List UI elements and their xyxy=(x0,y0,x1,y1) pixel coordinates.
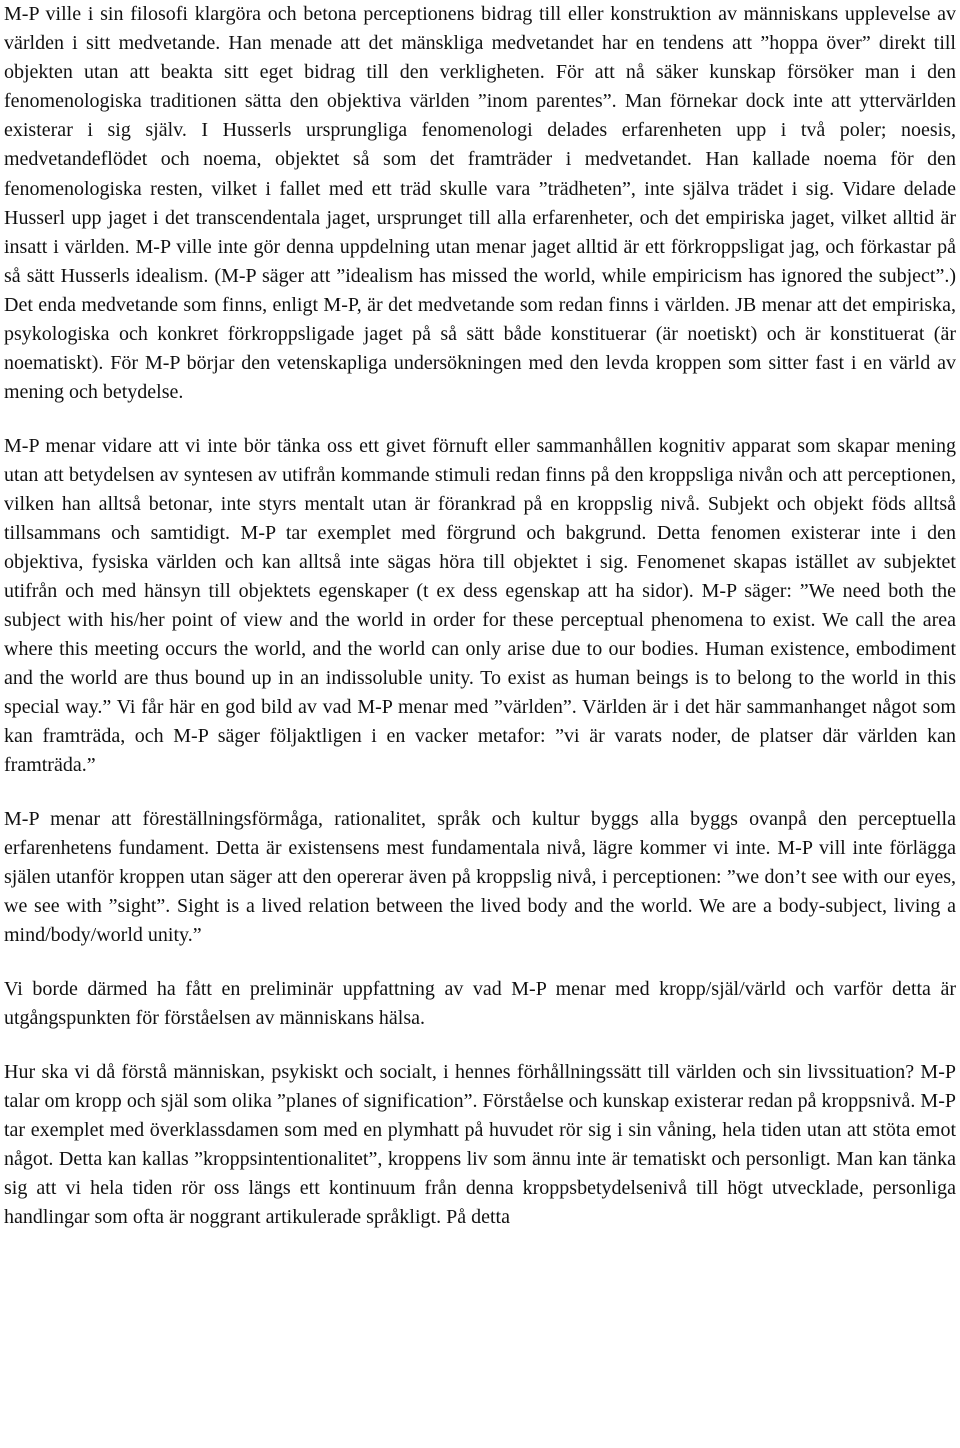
paragraph-5: Hur ska vi då förstå människan, psykiskt och socialt, i hennes förhållningssätt till världen och sin livssituation? M-P talar om kropp och själ som olika ”planes of signification”. Förståelse och kunskap existerar redan på kroppsnivå. M-P tar exemplet med överklassdamen som med en plymhatt på huvudet rör sig i sin våning, hela tiden utan att stöta emot något. Detta kan kallas ”kroppsintentionalitet”, kroppens liv som ännu inte är tematiskt och personligt. Man kan tänka sig att vi hela tiden rör oss längs ett kontinuum från denna kroppsbetydelsenivå till högt utvecklade, personliga handlingar som ofta är noggrant artikulerade språkligt. På detta xyxy=(4,1061,956,1229)
paragraph-4: Vi borde därmed ha fått en preliminär uppfattning av vad M-P menar med kropp/själ/värld och varför detta är utgångspunkten för förståelsen av människans hälsa. xyxy=(4,978,956,1030)
paragraph-2: M-P menar vidare att vi inte bör tänka oss ett givet förnuft eller sammanhållen kognitiv apparat som skapar mening utan att betydelsen av syntesen av utifrån kommande stimuli redan finns på den kroppsliga nivån och att perceptionen, vilken han alltså betonar, inte styrs mentalt utan är förankrad på en kroppslig nivå. Subjekt och objekt föds alltså tillsammans och samtidigt. M-P tar exemplet med förgrund och bakgrund. Detta fenomen existerar inte i den objektiva, fysiska världen och kan alltså inte sägas höra till objektet i sig. Fenomenet skapas istället av subjektet utifrån och med hänsyn till objektets egenskaper (t ex dess egenskap att ha sidor). M-P säger: ”We need both the subject with his/her point of view and the world in order for these perceptual phenomena to exist. We call the area where this meeting occurs the world, and the world can only arise due to our bodies. Human existence, embodiment and the world are thus bound up in an indissoluble unity. To exist as human beings is to belong to the world in this special way.” Vi får här en god bild av vad M-P menar med ”världen”. Världen är i det här sammanhanget något som kan framträda, och M-P säger följaktligen i en vacker metafor: ”vi är varats noder, de platser där världen kan framträda.” xyxy=(4,435,956,777)
paragraph-3: M-P menar att föreställningsförmåga, rationalitet, språk och kultur byggs alla byggs ovanpå den perceptuella erfarenhetens fundament. Detta är existensens mest fundamentala nivå, lägre kommer vi inte. M-P vill inte förlägga själen utanför kroppen utan säger att den opererar även på kroppslig nivå, i perceptionen: ”we don’t see with our eyes, we see with ”sight”. Sight is a lived relation between the lived body and the world. We are a body-subject, living a mind/body/world unity.” xyxy=(4,808,956,947)
paragraph-1: M-P ville i sin filosofi klargöra och betona perceptionens bidrag till eller konstruktion av människans upplevelse av världen i sitt medvetande. Han menade att det mänskliga medvetandet har en tendens att ”hoppa över” direkt till objekten utan att beakta sitt eget bidrag till den verkligheten. För att nå säker kunskap försöker man i den fenomenologiska traditionen sätta den objektiva världen ”inom parentes”. Man förnekar dock inte att yttervärlden existerar i sig själv. I Husserls ursprungliga fenomenologi delades erfarenheten upp i två poler; noesis, medvetandeflödet och noema, objektet så som det framträder i medvetandet. Han kallade noema för den fenomenologiska resten, vilket i fallet med ett träd skulle vara ”trädheten”, inte själva trädet i sig. Vidare delade Husserl upp jaget i det transcendentala jaget, ursprunget till alla erfarenheter, och det empiriska jaget, vilket alltid är insatt i världen. M-P ville inte gör denna uppdelning utan menar jaget alltid är ett förkroppsligat jag, och förkastar på så sätt Husserls idealism. (M-P säger att ”idealism has missed the world, while empiricism has ignored the subject”.) Det enda medvetande som finns, enligt M-P, är det medvetande som redan finns i världen. JB menar att det empiriska, psykologiska och konkret förkroppsligade jaget på så sätt både konstituerar (är noetiskt) och är konstituerat (är noematiskt). För M-P börjar den vetenskapliga undersökningen med den levda kroppen som sitter fast i en värld av mening och betydelse. xyxy=(4,3,956,404)
